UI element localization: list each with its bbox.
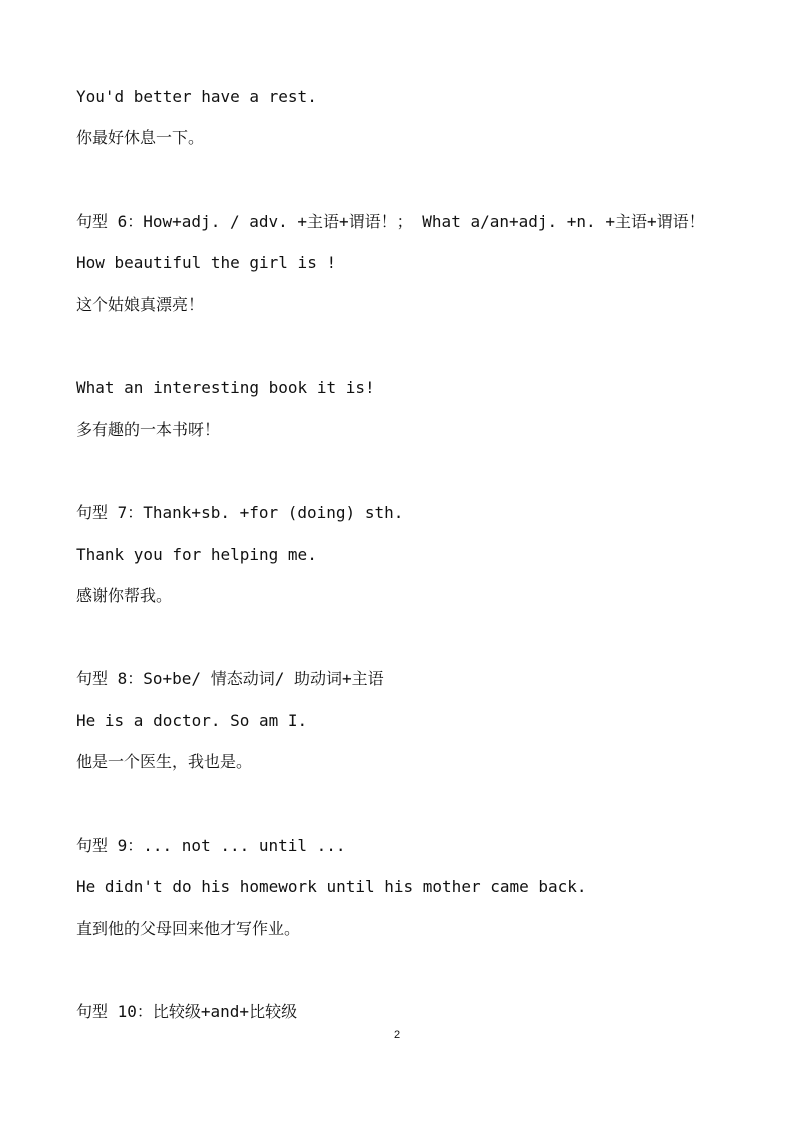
translation: 这个姑娘真漂亮！: [76, 295, 205, 314]
pattern-heading: 句型 10：比较级+and+比较级: [76, 1002, 298, 1021]
page-number: 2: [393, 1029, 401, 1041]
example-sentence: What an interesting book it is!: [76, 378, 375, 397]
example-sentence: You'd better have a rest.: [76, 87, 317, 106]
example-sentence: How beautiful the girl is !: [76, 253, 337, 272]
translation: 他是一个医生，我也是。: [76, 752, 253, 771]
translation: 感谢你帮我。: [76, 586, 173, 605]
pattern-heading: 句型 7：Thank+sb. +for (doing) sth.: [76, 503, 404, 522]
translation: 直到他的父母回来他才写作业。: [76, 919, 301, 938]
translation: 你最好休息一下。: [76, 128, 205, 147]
example-sentence: Thank you for helping me.: [76, 545, 317, 564]
translation: 多有趣的一本书呀！: [76, 420, 221, 439]
example-sentence: He is a doctor. So am I.: [76, 711, 308, 730]
example-sentence: He didn't do his homework until his mother came back.: [76, 877, 587, 896]
pattern-heading: 句型 9：... not ... until ...: [76, 836, 346, 855]
pattern-heading: 句型 6：How+adj. / adv. +主语+谓语！； What a/an+adj. +n. +主语+谓语！: [76, 212, 705, 231]
pattern-heading: 句型 8：So+be/ 情态动词/ 助动词+主语: [76, 669, 384, 688]
